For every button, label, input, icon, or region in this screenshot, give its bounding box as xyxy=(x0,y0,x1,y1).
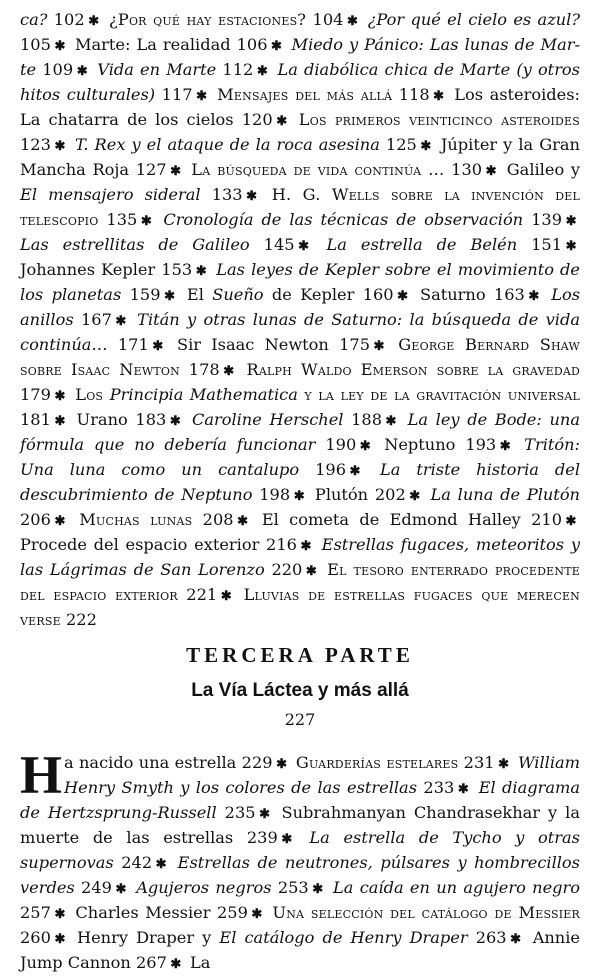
toc-entry-text: 159 xyxy=(121,285,161,304)
separator-star-icon: ✱ xyxy=(54,39,66,54)
separator-star-icon: ✱ xyxy=(115,882,127,897)
toc-entry-text: 253 xyxy=(271,878,309,897)
separator-star-icon: ✱ xyxy=(271,39,282,54)
toc-entry-text: Mensajes del más allá xyxy=(217,85,393,104)
toc-entry-text: 135 xyxy=(98,210,138,229)
toc-entry-text: 133 xyxy=(200,185,243,204)
toc-entry-text: 102 xyxy=(47,10,85,29)
separator-star-icon: ✱ xyxy=(76,64,88,79)
toc-entry-text: 139 xyxy=(523,210,563,229)
toc-entry-text: Los anillos xyxy=(20,285,581,329)
separator-star-icon: ✱ xyxy=(170,164,182,179)
toc-entry-text: La estrella de Belén xyxy=(326,235,518,254)
toc-entry-text: 145 xyxy=(249,235,295,254)
toc-entry-text: T. Rex y el ataque de la roca asesina xyxy=(74,135,380,154)
separator-star-icon: ✱ xyxy=(256,64,268,79)
toc-entry-text: 263 xyxy=(467,928,507,947)
separator-star-icon: ✱ xyxy=(359,439,371,454)
toc-entry-text: Plutón 202 xyxy=(314,485,406,504)
separator-star-icon: ✱ xyxy=(397,289,409,304)
toc-entry-text: 130 xyxy=(444,160,483,179)
toc-entry-text: La caída en un agujero negro xyxy=(333,878,580,897)
table-of-contents-part-three xyxy=(20,745,580,976)
separator-star-icon: ✱ xyxy=(498,757,510,772)
toc-entry-text: Caroline Herschel xyxy=(191,410,344,429)
separator-star-icon: ✱ xyxy=(298,239,310,254)
toc-entry-text: Subrahmanyan Chandrasekhar y la muerte de las estrellas 239 xyxy=(20,803,580,847)
toc-entry-text: 198 xyxy=(252,485,291,504)
separator-star-icon: ✱ xyxy=(195,264,207,279)
toc-entry-text: 231 xyxy=(458,753,495,772)
separator-star-icon: ✱ xyxy=(528,289,540,304)
toc-entry-text: ca? xyxy=(20,10,48,29)
toc-entry-text: Annie Jump Cannon 267 xyxy=(20,928,580,972)
toc-entry-text: 235 xyxy=(216,803,256,822)
separator-star-icon: ✱ xyxy=(54,139,66,154)
toc-entry-text: La búsqueda de vida continúa … xyxy=(191,160,445,179)
separator-star-icon: ✱ xyxy=(300,539,312,554)
separator-star-icon: ✱ xyxy=(312,882,324,897)
toc-entry-text: La estrella de Tycho y otras supernovas xyxy=(20,828,580,872)
toc-entry-text: 242 xyxy=(113,853,153,872)
toc-entry-text: Una selección del catálogo de Messier xyxy=(272,903,580,922)
toc-entry-text: Titán y otras lunas de Saturno: la búsqueda de vida continúa… xyxy=(20,310,581,354)
toc-entry-text: ¿Por qué hay estaciones? xyxy=(108,10,307,29)
toc-entry-text: Estrellas fugaces, meteoritos y las Lágrimas de San Lorenzo xyxy=(20,535,580,579)
toc-entry-text: ¿Por qué el cielo es azul? xyxy=(367,10,580,29)
toc-entry-text: Ralph Waldo Emerson sobre la gravedad xyxy=(246,360,581,379)
separator-star-icon: ✱ xyxy=(510,932,522,947)
toc-entry-text: 196 xyxy=(299,460,346,479)
toc-entry-text: La xyxy=(190,953,211,972)
toc-entry-text: a nacido una estrella 229 xyxy=(64,753,273,772)
toc-entry-text: El tesoro enterrado procedente del espacio exterior xyxy=(20,560,581,604)
toc-entry-text: William Henry Smyth y los colores de las estrellas xyxy=(64,753,580,797)
toc-entry-text: H. G. Wells sobre la invención del telescopio xyxy=(20,185,580,229)
toc-entry-text: 104 xyxy=(306,10,344,29)
toc-entry-text: 221 xyxy=(177,585,218,604)
separator-star-icon: ✱ xyxy=(115,314,127,329)
separator-star-icon: ✱ xyxy=(499,439,511,454)
toc-entry-text: El catálogo de Henry Draper xyxy=(219,928,468,947)
toc-entry-text: Estrellas de neutrones, púlsares y hombrecillos verdes xyxy=(20,853,580,897)
separator-star-icon: ✱ xyxy=(54,414,66,429)
toc-entry-text: Sir Isaac Newton 175 xyxy=(177,335,370,354)
toc-entry-text: 123 xyxy=(20,135,51,154)
separator-star-icon: ✱ xyxy=(565,239,577,254)
toc-entry-text: Johannes Kepler 153 xyxy=(20,260,193,279)
separator-star-icon: ✱ xyxy=(433,89,445,104)
toc-entry-text: Sueño xyxy=(212,285,264,304)
toc-entry-text: 112 xyxy=(216,60,254,79)
toc-entry-text: El xyxy=(186,285,213,304)
toc-entry-text: Guarderías estelares xyxy=(295,753,459,772)
toc-entry-text: Las estrellitas de Galileo xyxy=(20,235,250,254)
separator-star-icon: ✱ xyxy=(259,807,270,822)
part-title: TERCERA PARTE xyxy=(186,643,414,667)
separator-star-icon: ✱ xyxy=(420,139,432,154)
toc-entry-text: 109 xyxy=(36,60,74,79)
table-of-contents-continued xyxy=(20,8,580,631)
toc-entry-text: Las leyes de Kepler sobre el movimiento de los planetas xyxy=(20,260,580,304)
separator-star-icon: ✱ xyxy=(155,857,167,872)
toc-entry-text: El mensajero sideral xyxy=(20,185,201,204)
section-page-number: 227 xyxy=(284,710,316,729)
toc-entry-text: La ley de Bode: una fórmula que no debería funcionar xyxy=(20,410,580,454)
toc-entry-text: Marte: La realidad 106 xyxy=(74,35,268,54)
toc-entry-text: 260 xyxy=(20,928,51,947)
separator-star-icon: ✱ xyxy=(152,339,164,354)
toc-entry-text: El diagrama de Hertzsprung-Russell xyxy=(20,778,580,822)
toc-entry-text: Los asteroides: La chatarra de los cielos 120 xyxy=(20,85,580,129)
toc-entry-text: Miedo y Pánico: Las lunas de Marte xyxy=(20,35,580,79)
separator-star-icon: ✱ xyxy=(223,364,235,379)
toc-entry-text: Urano 183 xyxy=(76,410,167,429)
toc-entry-text: 181 xyxy=(20,410,51,429)
toc-entry-text: Charles Messier 259 xyxy=(75,903,248,922)
drop-cap: H xyxy=(20,745,63,805)
toc-entry-text: 206 xyxy=(20,510,51,529)
separator-star-icon: ✱ xyxy=(276,114,288,129)
separator-star-icon: ✱ xyxy=(281,832,293,847)
toc-entry-text: 233 xyxy=(417,778,455,797)
separator-star-icon: ✱ xyxy=(237,514,248,529)
separator-star-icon: ✱ xyxy=(170,957,182,972)
toc-entry-text: 249 xyxy=(74,878,112,897)
separator-star-icon: ✱ xyxy=(305,564,317,579)
separator-star-icon: ✱ xyxy=(565,214,577,229)
separator-star-icon: ✱ xyxy=(457,782,469,797)
toc-entry-text: 178 xyxy=(179,360,220,379)
separator-star-icon: ✱ xyxy=(276,757,288,772)
toc-entry-text: Júpiter y la Gran Mancha Roja 127 xyxy=(20,135,580,179)
toc-entry-text: Tritón: Una luna como un cantalupo xyxy=(20,435,580,479)
toc-entry-text: 171 xyxy=(107,335,149,354)
separator-star-icon: ✱ xyxy=(88,14,100,29)
toc-entry-text: Saturno 163 xyxy=(419,285,525,304)
separator-star-icon: ✱ xyxy=(54,514,66,529)
toc-entry-text: Neptuno 193 xyxy=(384,435,497,454)
toc-entry-text: Agujeros negros xyxy=(136,878,272,897)
toc-entry-text: 179 xyxy=(20,385,51,404)
toc-entry-text: Galileo y xyxy=(506,160,580,179)
toc-entry-text: La luna de Plutón xyxy=(430,485,580,504)
toc-entry-text: 151 xyxy=(517,235,563,254)
toc-entry-text: 208 xyxy=(192,510,234,529)
toc-entry-text: Principia Mathematica xyxy=(109,385,298,404)
toc-entry-text: 167 xyxy=(73,310,112,329)
separator-star-icon: ✱ xyxy=(251,907,263,922)
toc-entry-text: 220 xyxy=(264,560,303,579)
toc-entry-text: 105 xyxy=(20,35,51,54)
toc-entry-text: 190 xyxy=(315,435,357,454)
separator-star-icon: ✱ xyxy=(164,289,175,304)
separator-star-icon: ✱ xyxy=(140,214,152,229)
separator-star-icon: ✱ xyxy=(346,14,358,29)
separator-star-icon: ✱ xyxy=(54,932,66,947)
toc-entry-text: 125 xyxy=(379,135,417,154)
toc-entry-text: Lluvias de estrellas fugaces que merecen verse xyxy=(20,585,580,629)
separator-star-icon: ✱ xyxy=(169,414,181,429)
separator-star-icon: ✱ xyxy=(54,907,66,922)
separator-star-icon: ✱ xyxy=(409,489,421,504)
toc-entry-text: 118 xyxy=(392,85,430,104)
toc-entry-text: 222 xyxy=(60,610,97,629)
toc-entry-text: 257 xyxy=(20,903,51,922)
toc-entry-text: 117 xyxy=(155,85,193,104)
separator-star-icon: ✱ xyxy=(385,414,397,429)
toc-entry-text: Procede del espacio exterior 216 xyxy=(20,535,297,554)
separator-star-icon: ✱ xyxy=(565,514,577,529)
toc-entry-text: Muchas lunas xyxy=(79,510,193,529)
separator-star-icon: ✱ xyxy=(220,589,232,604)
section-title: La Vía Láctea y más allá xyxy=(191,680,409,701)
toc-entry-text: 188 xyxy=(343,410,382,429)
toc-entry-text: La triste historia del descubrimiento de Neptuno xyxy=(20,460,580,504)
separator-star-icon: ✱ xyxy=(246,189,258,204)
toc-entry-text: El cometa de Edmond Halley 210 xyxy=(261,510,562,529)
separator-star-icon: ✱ xyxy=(485,164,497,179)
separator-star-icon: ✱ xyxy=(293,489,305,504)
separator-star-icon: ✱ xyxy=(373,339,385,354)
toc-entry-text: Henry Draper y xyxy=(76,928,220,947)
toc-entry-text: La diabólica chica de Marte (y otros hitos culturales) xyxy=(20,60,580,104)
toc-entry-text: George Bernard Shaw sobre Isaac Newton xyxy=(20,335,580,379)
toc-entry-text: y la ley de la gravitación universal xyxy=(297,385,581,404)
toc-entry-text: Los primeros veinticinco asteroides xyxy=(298,110,580,129)
toc-entry-text: de Kepler 160 xyxy=(263,285,394,304)
separator-star-icon: ✱ xyxy=(196,89,208,104)
toc-entry-text: Los xyxy=(75,385,110,404)
separator-star-icon: ✱ xyxy=(54,389,66,404)
toc-entry-text: Vida en Marte xyxy=(97,60,217,79)
separator-star-icon: ✱ xyxy=(349,464,361,479)
toc-entry-text: Cronología de las técnicas de observación xyxy=(163,210,524,229)
